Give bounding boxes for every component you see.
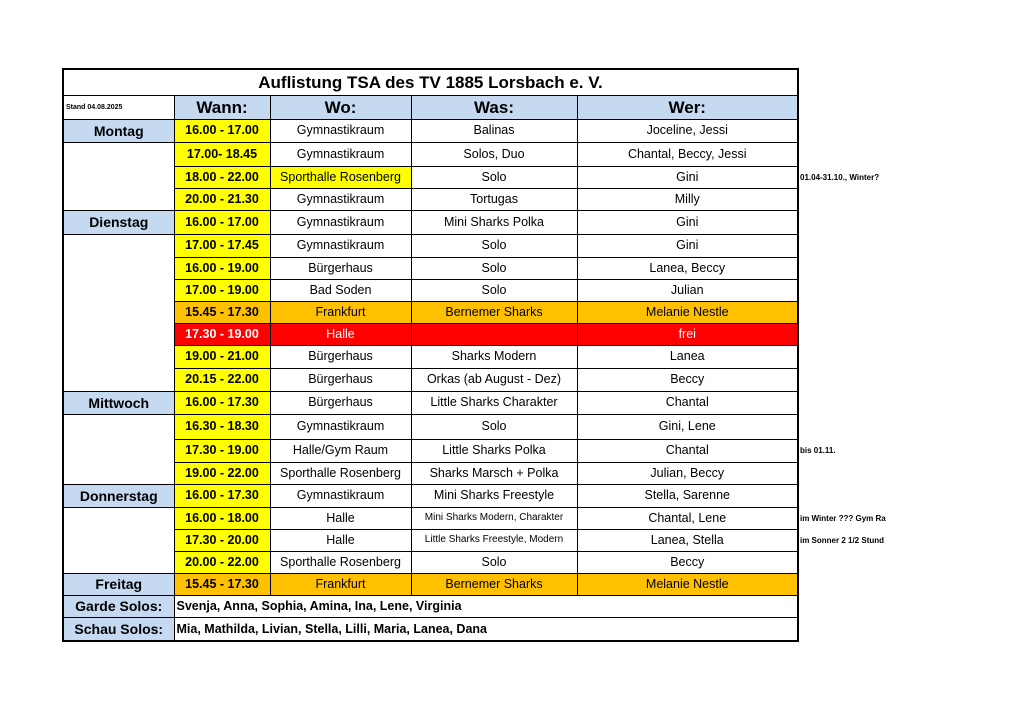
cell-wo: Frankfurt [270,573,411,595]
cell-wo: Gymnastikraum [270,119,411,142]
cell-wann: 16.00 - 17.30 [174,391,270,414]
cell-was: Solo [411,234,577,257]
note-bis: bis 01.11. [800,446,836,455]
day-spacer [63,507,174,573]
cell-wo: Bad Soden [270,279,411,301]
cell-wann: 16.30 - 18.30 [174,414,270,439]
day-donnerstag: Donnerstag [63,484,174,507]
note-sommer: im Sonner 2 1/2 Stund [800,536,885,545]
cell-wo: Frankfurt [270,301,411,323]
cell-wo: Sporthalle Rosenberg [270,166,411,188]
schau-solos-names: Mia, Mathilda, Livian, Stella, Lilli, Maria, Lanea, Dana [174,617,798,641]
cell-wann: 16.00 - 17.00 [174,210,270,234]
schedule-table [62,68,799,642]
cell-wo: Halle [270,507,411,529]
cell-wer: Chantal [577,439,798,462]
cell-wo: Gymnastikraum [270,210,411,234]
day-mittwoch: Mittwoch [63,391,174,414]
garde-solos-names: Svenja, Anna, Sophia, Amina, Ina, Lene, Virginia [174,595,798,617]
cell-wer: Joceline, Jessi [577,119,798,142]
garde-solos-label: Garde Solos: [63,595,174,617]
cell-wer: Chantal [577,391,798,414]
cell-was: Bernemer Sharks [411,573,577,595]
cell-wer: Gini [577,234,798,257]
cell-wann: 17.00 - 17.45 [174,234,270,257]
cell-wann: 15.45 - 17.30 [174,301,270,323]
cell-was: Solos, Duo [411,142,577,166]
cell-was: Balinas [411,119,577,142]
day-freitag: Freitag [63,573,174,595]
cell-wann: 17.00- 18.45 [174,142,270,166]
cell-wer: Lanea, Beccy [577,257,798,279]
header-wo: Wo: [270,95,411,119]
cell-was: Tortugas [411,188,577,210]
cell-wer: Chantal, Lene [577,507,798,529]
cell-wer: Milly [577,188,798,210]
cell-was: Orkas (ab August - Dez) [411,368,577,391]
cell-was: Solo [411,257,577,279]
cell-wo: Bürgerhaus [270,345,411,368]
cell-wann: 17.30 - 19.00 [174,323,270,345]
cell-wer: Gini, Lene [577,414,798,439]
cell-wer: Beccy [577,368,798,391]
cell-wann: 16.00 - 18.00 [174,507,270,529]
cell-was: Sharks Marsch + Polka [411,462,577,484]
cell-wo: Bürgerhaus [270,257,411,279]
cell-wann: 16.00 - 19.00 [174,257,270,279]
cell-wo: Sporthalle Rosenberg [270,462,411,484]
cell-wo: Halle/Gym Raum [270,439,411,462]
cell-wo: Bürgerhaus [270,368,411,391]
cell-wann: 18.00 - 22.00 [174,166,270,188]
cell-wann: 20.00 - 22.00 [174,551,270,573]
schau-solos-label: Schau Solos: [63,617,174,641]
header-was: Was: [411,95,577,119]
header-wann: Wann: [174,95,270,119]
cell-wer: Julian, Beccy [577,462,798,484]
note-winter: im Winter ??? Gym Ra [800,514,886,523]
cell-wo: Gymnastikraum [270,484,411,507]
page-title: Auflistung TSA des TV 1885 Lorsbach e. V. [63,69,798,95]
cell-wer: Beccy [577,551,798,573]
cell-wann: 19.00 - 21.00 [174,345,270,368]
cell-was: Solo [411,279,577,301]
cell-wo: Halle [270,529,411,551]
cell-was: Solo [411,166,577,188]
cell-wo: Bürgerhaus [270,391,411,414]
cell-wo: Gymnastikraum [270,188,411,210]
cell-wer: Melanie Nestle [577,301,798,323]
cell-wo: Gymnastikraum [270,414,411,439]
cell-was: Mini Sharks Freestyle [411,484,577,507]
cell-wer: Gini [577,166,798,188]
cell-was: Bernemer Sharks [411,301,577,323]
cell-was: Sharks Modern [411,345,577,368]
cell-wann: 16.00 - 17.30 [174,484,270,507]
cell-wer: Julian [577,279,798,301]
cell-was: Mini Sharks Polka [411,210,577,234]
cell-wo: Halle [270,323,411,345]
note-rosenberg: 01.04-31.10., Winter? [800,173,880,182]
cell-wer: Chantal, Beccy, Jessi [577,142,798,166]
cell-wo: Gymnastikraum [270,234,411,257]
cell-wer: Melanie Nestle [577,573,798,595]
day-spacer [63,142,174,210]
cell-wo: Gymnastikraum [270,142,411,166]
cell-was: Little Sharks Polka [411,439,577,462]
day-montag: Montag [63,119,174,142]
cell-wann: 20.15 - 22.00 [174,368,270,391]
cell-wann: 19.00 - 22.00 [174,462,270,484]
stand-date: Stand 04.08.2025 [63,95,174,119]
cell-was: Little Sharks Charakter [411,391,577,414]
cell-was: Little Sharks Freestyle, Modern [411,529,577,551]
cell-wann: 17.00 - 19.00 [174,279,270,301]
cell-was: Mini Sharks Modern, Charakter [411,507,577,529]
cell-wer: Stella, Sarenne [577,484,798,507]
day-dienstag: Dienstag [63,210,174,234]
cell-wann: 17.30 - 20.00 [174,529,270,551]
cell-was: Solo [411,551,577,573]
day-spacer [63,414,174,484]
cell-wer: Gini [577,210,798,234]
cell-wann: 16.00 - 17.00 [174,119,270,142]
cell-wann: 17.30 - 19.00 [174,439,270,462]
header-wer: Wer: [577,95,798,119]
cell-wer: Lanea, Stella [577,529,798,551]
cell-wer: frei [577,323,798,345]
day-spacer [63,234,174,391]
cell-wer: Lanea [577,345,798,368]
cell-wann: 20.00 - 21.30 [174,188,270,210]
cell-wann: 15.45 - 17.30 [174,573,270,595]
cell-was [411,323,577,345]
cell-wo: Sporthalle Rosenberg [270,551,411,573]
cell-was: Solo [411,414,577,439]
